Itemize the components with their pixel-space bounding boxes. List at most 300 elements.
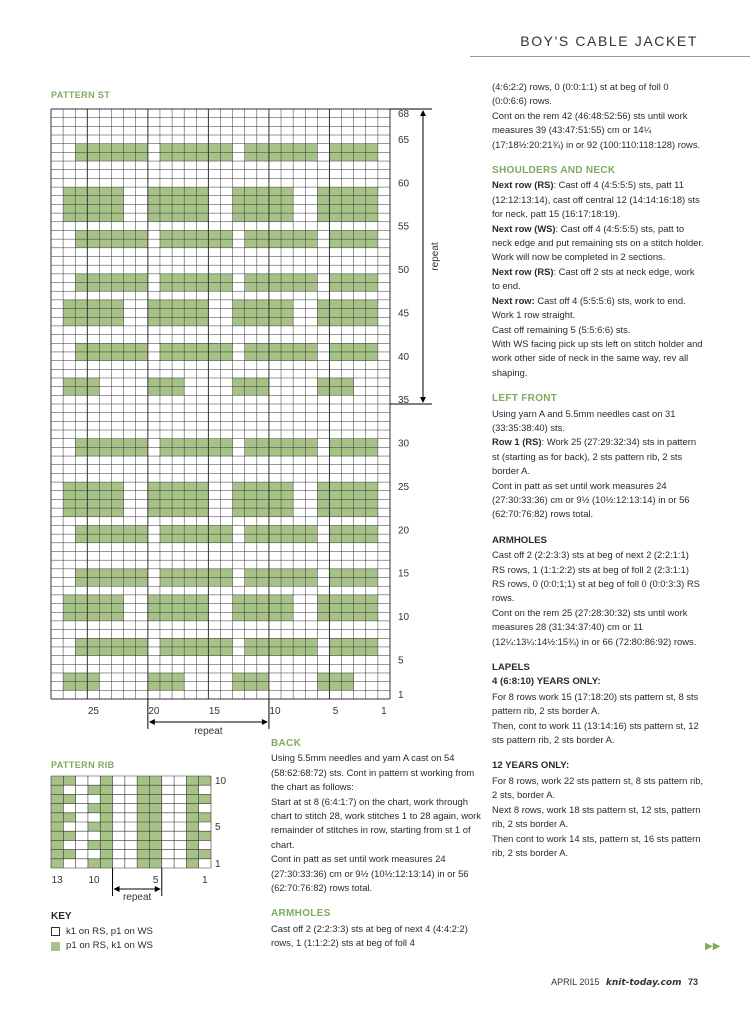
stitch-cell [199, 831, 211, 840]
stitch-cell [208, 352, 220, 361]
stitch-cell [196, 534, 208, 543]
stitch-cell [245, 638, 257, 647]
stitch-cell [136, 283, 148, 292]
stitch-cell [366, 525, 378, 534]
stitch-cell [63, 317, 75, 326]
stitch-cell [305, 638, 317, 647]
column-label: 13 [51, 875, 63, 886]
stitch-cell [172, 309, 184, 318]
stitch-cell [75, 387, 87, 396]
stitch-cell [269, 152, 281, 161]
stitch-cell [75, 612, 87, 621]
stitch-cell [124, 439, 136, 448]
stitch-cell [329, 647, 341, 656]
stitch-cell [160, 187, 172, 196]
stitch-cell [257, 300, 269, 309]
stitch-cell [136, 230, 148, 239]
stitch-cell [196, 230, 208, 239]
row-label: 65 [398, 134, 410, 146]
stitch-cell [136, 647, 148, 656]
stitch-cell [329, 439, 341, 448]
stitch-cell [51, 850, 63, 859]
instr-para [492, 222, 704, 265]
stitch-cell [88, 804, 100, 813]
stitch-cell [354, 230, 366, 239]
stitch-cell [160, 378, 172, 387]
stitch-cell [196, 595, 208, 604]
stitch-cell [160, 682, 172, 691]
stitch-cell [329, 300, 341, 309]
stitch-cell [293, 447, 305, 456]
stitch-cell [269, 283, 281, 292]
stitch-cell [124, 230, 136, 239]
stitch-cell [88, 859, 100, 868]
stitch-cell [112, 439, 124, 448]
stitch-cell [269, 187, 281, 196]
stitch-cell [245, 230, 257, 239]
stitch-cell [329, 309, 341, 318]
stitch-cell [257, 378, 269, 387]
stitch-cell [99, 352, 111, 361]
stitch-cell [281, 612, 293, 621]
stitch-cell [149, 813, 161, 822]
stitch-cell [137, 822, 149, 831]
stitch-cell [184, 309, 196, 318]
stitch-cell [257, 187, 269, 196]
stitch-cell [257, 578, 269, 587]
stitch-cell [99, 213, 111, 222]
stitch-cell [305, 569, 317, 578]
stitch-cell [172, 647, 184, 656]
stitch-cell [208, 239, 220, 248]
stitch-cell [233, 387, 245, 396]
stitch-cell [354, 352, 366, 361]
row-label: 35 [398, 395, 410, 407]
key-title: KEY [51, 911, 72, 922]
stitch-cell [354, 595, 366, 604]
stitch-cell [269, 447, 281, 456]
stitch-cell [148, 213, 160, 222]
column-label: 5 [332, 706, 339, 717]
stitch-cell [87, 534, 99, 543]
column-label: 1 [202, 875, 208, 886]
stitch-cell [354, 482, 366, 491]
stitch-cell [99, 447, 111, 456]
stitch-cell [342, 387, 354, 396]
stitch-cell [75, 439, 87, 448]
stitch-cell [354, 647, 366, 656]
stitch-cell [329, 682, 341, 691]
stitch-cell [186, 776, 198, 785]
instr-para: (4:6:2:2) rows, 0 (0:0:1:1) st at beg of foll 0 (0:0:6:6) rows. [492, 81, 669, 107]
stitch-cell [366, 213, 378, 222]
stitch-cell [293, 647, 305, 656]
stitch-cell [148, 595, 160, 604]
stitch-cell [196, 439, 208, 448]
stitch-cell [172, 196, 184, 205]
row-text: : Cast off 4 (4:5:5:5) sts, patt to neck edge and put remaining sts on a stitch holder. Work will now be completed in 2 sections. [492, 222, 704, 263]
stitch-cell [233, 187, 245, 196]
stitch-cell [366, 152, 378, 161]
stitch-cell [196, 317, 208, 326]
stitch-cell [196, 239, 208, 248]
stitch-cell [184, 152, 196, 161]
stitch-cell [75, 595, 87, 604]
column-label: 20 [148, 706, 160, 717]
stitch-cell [99, 196, 111, 205]
key-item-label: k1 on RS, p1 on WS [66, 925, 153, 937]
stitch-cell [160, 152, 172, 161]
stitch-cell [305, 283, 317, 292]
stitch-cell [149, 804, 161, 813]
stitch-cell [329, 482, 341, 491]
stitch-cell [317, 482, 329, 491]
stitch-cell [186, 859, 198, 868]
stitch-cell [245, 378, 257, 387]
stitch-cell [221, 230, 233, 239]
stitch-cell [329, 213, 341, 222]
stitch-cell [342, 300, 354, 309]
stitch-cell [172, 682, 184, 691]
stitch-cell [87, 447, 99, 456]
stitch-cell [233, 604, 245, 613]
stitch-cell [342, 508, 354, 517]
row-label: 25 [398, 481, 410, 493]
stitch-cell [99, 317, 111, 326]
stitch-cell [148, 387, 160, 396]
stitch-cell [354, 309, 366, 318]
stitch-cell [99, 283, 111, 292]
stitch-cell [196, 578, 208, 587]
shoulders-title: SHOULDERS AND NECK [492, 165, 616, 177]
stitch-cell [99, 508, 111, 517]
stitch-cell [233, 300, 245, 309]
stitch-cell [233, 317, 245, 326]
stitch-cell [245, 578, 257, 587]
row-text: : Cast off 4 (4:5:5:5) sts, patt 11 (12:12:13:14), cast off central 12 (14:14:16:18) sts for neck, patt 15 (16:17:18:19). [492, 179, 700, 220]
stitch-cell [75, 604, 87, 613]
stitch-cell [233, 378, 245, 387]
stitch-cell [63, 482, 75, 491]
stitch-cell [63, 595, 75, 604]
stitch-cell [317, 595, 329, 604]
stitch-cell [160, 525, 172, 534]
stitch-cell [172, 604, 184, 613]
stitch-cell [199, 794, 211, 803]
stitch-cell [208, 447, 220, 456]
stitch-cell [149, 859, 161, 868]
stitch-cell [342, 534, 354, 543]
stitch-cell [137, 859, 149, 868]
stitch-cell [196, 508, 208, 517]
stitch-cell [112, 612, 124, 621]
stitch-cell [245, 569, 257, 578]
stitch-cell [342, 239, 354, 248]
stitch-cell [281, 152, 293, 161]
stitch-cell [160, 204, 172, 213]
row-lead: Next row (RS) [492, 179, 554, 191]
stitch-cell [366, 352, 378, 361]
stitch-cell [87, 283, 99, 292]
stitch-cell [317, 612, 329, 621]
stitch-cell [196, 283, 208, 292]
stitch-cell [354, 525, 366, 534]
stitch-cell [317, 187, 329, 196]
stitch-cell [184, 638, 196, 647]
stitch-cell [184, 144, 196, 153]
stitch-cell [184, 274, 196, 283]
stitch-cell [186, 813, 198, 822]
stitch-cell [184, 230, 196, 239]
stitch-cell [99, 239, 111, 248]
stitch-cell [196, 144, 208, 153]
stitch-cell [342, 378, 354, 387]
stitch-cell [305, 239, 317, 248]
stitch-cell [196, 300, 208, 309]
stitch-cell [75, 673, 87, 682]
stitch-cell [112, 482, 124, 491]
stitch-cell [112, 309, 124, 318]
stitch-cell [172, 534, 184, 543]
stitch-cell [366, 534, 378, 543]
stitch-cell [87, 317, 99, 326]
stitch-cell [342, 499, 354, 508]
stitch-cell [184, 491, 196, 500]
stitch-cell [245, 612, 257, 621]
stitch-cell [329, 578, 341, 587]
stitch-cell [160, 647, 172, 656]
stitch-cell [208, 439, 220, 448]
stitch-cell [281, 569, 293, 578]
column-label: 25 [87, 706, 99, 717]
row-label: 5 [398, 655, 404, 667]
stitch-cell [172, 569, 184, 578]
stitch-cell [196, 187, 208, 196]
stitch-cell [124, 569, 136, 578]
stitch-cell [329, 196, 341, 205]
stitch-cell [186, 822, 198, 831]
stitch-cell [329, 638, 341, 647]
stitch-cell [87, 508, 99, 517]
column-label: 5 [152, 875, 159, 886]
stitch-cell [160, 144, 172, 153]
stitch-cell [269, 508, 281, 517]
stitch-cell [366, 239, 378, 248]
key-item-k1 [51, 925, 153, 940]
stitch-cell [354, 534, 366, 543]
stitch-cell [293, 352, 305, 361]
stitch-cell [196, 447, 208, 456]
stitch-cell [269, 309, 281, 318]
stitch-cell [354, 447, 366, 456]
stitch-cell [99, 309, 111, 318]
stitch-cell [112, 499, 124, 508]
stitch-cell [354, 283, 366, 292]
stitch-cell [149, 840, 161, 849]
stitch-cell [172, 274, 184, 283]
row-lead: Next row (RS) [492, 265, 554, 277]
arrow-left-icon [149, 719, 155, 725]
stitch-cell [342, 343, 354, 352]
stitch-cell [281, 239, 293, 248]
stitch-cell [148, 196, 160, 205]
stitch-cell [112, 595, 124, 604]
stitch-cell [342, 682, 354, 691]
stitch-cell [99, 300, 111, 309]
stitch-cell [281, 638, 293, 647]
stitch-cell [99, 578, 111, 587]
stitch-cell [293, 578, 305, 587]
arrow-right-icon [262, 719, 268, 725]
stitch-cell [186, 840, 198, 849]
stitch-cell [245, 508, 257, 517]
stitch-cell [196, 213, 208, 222]
stitch-cell [221, 534, 233, 543]
stitch-cell [305, 525, 317, 534]
stitch-cell [184, 196, 196, 205]
stitch-cell [366, 604, 378, 613]
armholes-title: ARMHOLES [492, 534, 547, 546]
stitch-cell [87, 274, 99, 283]
stitch-cell [245, 309, 257, 318]
stitch-cell [87, 499, 99, 508]
stitch-cell [293, 144, 305, 153]
stitch-cell [87, 187, 99, 196]
stitch-cell [124, 283, 136, 292]
stitch-cell [88, 840, 100, 849]
stitch-cell [329, 317, 341, 326]
stitch-cell [184, 604, 196, 613]
stitch-cell [245, 152, 257, 161]
stitch-cell [148, 491, 160, 500]
stitch-cell [221, 638, 233, 647]
instr-para: Work 1 row straight. [492, 309, 576, 321]
stitch-cell [160, 499, 172, 508]
stitch-cell [75, 204, 87, 213]
instr-para: Cont in patt as set until work measures 24 (27:30:33:36) cm or 9½ (10½:12:13:14) in or 56 (62:70:76:82) rows total. [492, 479, 690, 520]
stitch-cell [281, 508, 293, 517]
stitch-cell [196, 204, 208, 213]
stitch-cell [366, 196, 378, 205]
stitch-cell [354, 204, 366, 213]
stitch-cell [112, 569, 124, 578]
stitch-cell [233, 213, 245, 222]
arrow-down-icon [420, 397, 426, 403]
lapels-title: LAPELS [492, 662, 530, 674]
stitch-cell [196, 647, 208, 656]
stitch-cell [196, 525, 208, 534]
stitch-cell [342, 144, 354, 153]
stitch-cell [342, 283, 354, 292]
continue-arrow-icon: ▶▶ [705, 941, 721, 952]
stitch-cell [172, 595, 184, 604]
stitch-cell [281, 447, 293, 456]
instr-para: For 8 rows, work 22 sts pattern st, 8 sts pattern rib, 2 sts, border A. [492, 774, 704, 801]
stitch-cell [196, 482, 208, 491]
stitch-cell [257, 309, 269, 318]
stitch-cell [124, 534, 136, 543]
stitch-cell [87, 230, 99, 239]
stitch-cell [100, 804, 112, 813]
stitch-cell [196, 196, 208, 205]
stitch-cell [51, 822, 63, 831]
stitch-cell [281, 204, 293, 213]
stitch-cell [63, 300, 75, 309]
stitch-cell [112, 534, 124, 543]
chart-key [51, 910, 153, 954]
stitch-cell [112, 144, 124, 153]
stitch-cell [160, 213, 172, 222]
stitch-cell [317, 508, 329, 517]
stitch-cell [51, 840, 63, 849]
stitch-cell [208, 274, 220, 283]
stitch-cell [124, 239, 136, 248]
stitch-cell [329, 499, 341, 508]
stitch-cell [112, 300, 124, 309]
stitch-cell [184, 499, 196, 508]
stitch-cell [305, 274, 317, 283]
stitch-cell [366, 309, 378, 318]
stitch-cell [184, 612, 196, 621]
stitch-cell [184, 647, 196, 656]
stitch-cell [257, 283, 269, 292]
stitch-cell [186, 785, 198, 794]
stitch-cell [87, 300, 99, 309]
stitch-cell [317, 309, 329, 318]
stitch-cell [293, 525, 305, 534]
left-front-title: LEFT FRONT [492, 393, 558, 405]
stitch-cell [366, 612, 378, 621]
stitch-cell [99, 482, 111, 491]
stitch-cell [257, 482, 269, 491]
stitch-cell [149, 794, 161, 803]
stitch-cell [112, 343, 124, 352]
stitch-cell [317, 300, 329, 309]
stitch-cell [172, 352, 184, 361]
stitch-cell [354, 317, 366, 326]
stitch-cell [63, 831, 75, 840]
stitch-cell [63, 682, 75, 691]
instr-para [492, 294, 704, 308]
stitch-cell [160, 534, 172, 543]
stitch-cell [148, 612, 160, 621]
stitch-cell [160, 612, 172, 621]
stitch-cell [233, 204, 245, 213]
stitch-cell [75, 230, 87, 239]
stitch-cell [148, 673, 160, 682]
stitch-cell [269, 534, 281, 543]
stitch-cell [257, 317, 269, 326]
stitch-cell [208, 144, 220, 153]
stitch-cell [366, 204, 378, 213]
stitch-cell [184, 213, 196, 222]
stitch-cell [100, 785, 112, 794]
stitch-cell [257, 604, 269, 613]
stitch-cell [317, 213, 329, 222]
stitch-cell [281, 187, 293, 196]
stitch-cell [269, 612, 281, 621]
stitch-cell [329, 187, 341, 196]
stitch-cell [305, 230, 317, 239]
stitch-cell [269, 604, 281, 613]
stitch-cell [366, 317, 378, 326]
stitch-cell [184, 482, 196, 491]
stitch-cell [172, 283, 184, 292]
row-label: 1 [398, 690, 404, 702]
stitch-cell [100, 850, 112, 859]
stitch-cell [257, 447, 269, 456]
stitch-cell [112, 152, 124, 161]
